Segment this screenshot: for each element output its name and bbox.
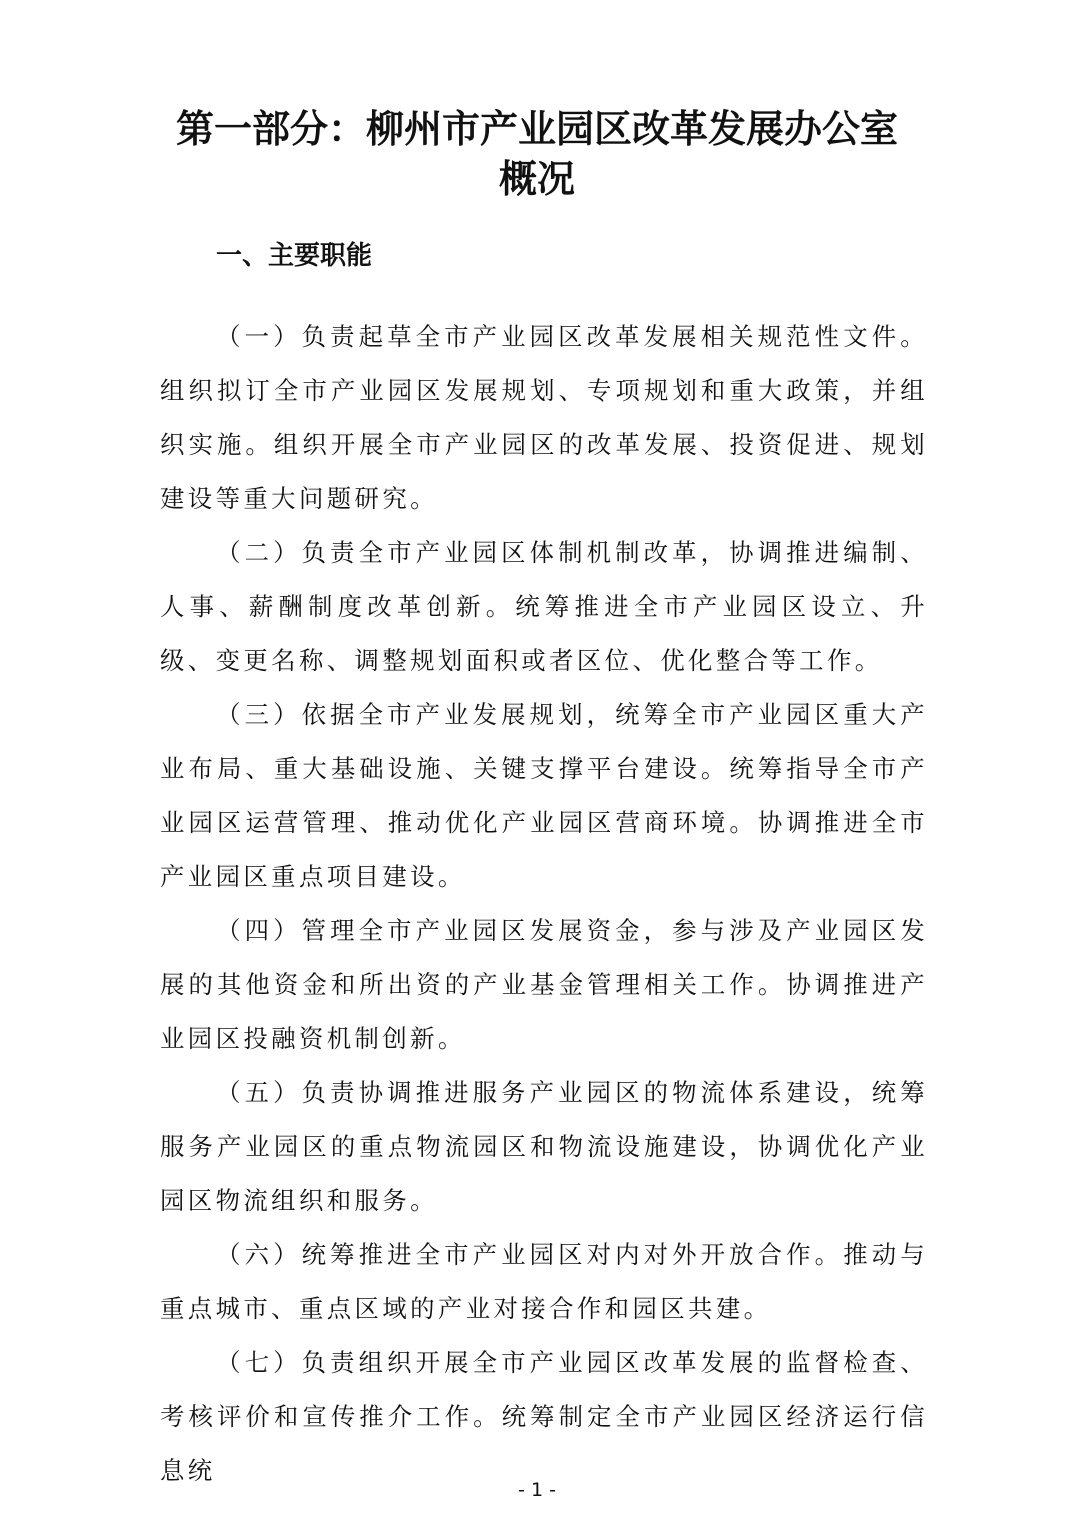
paragraph: （七）负责组织开展全市产业园区改革发展的监督检查、考核评价和宣传推介工作。统筹制定全市产业园区经济运行信息统 [160, 1348, 928, 1485]
section-heading: 一、主要职能 [216, 241, 373, 271]
paragraph: （三）依据全市产业发展规划，统筹全市产业园区重大产业布局、重大基础设施、关键支撑平台建设。统筹指导全市产业园区运营管理、推动优化产业园区营商环境。协调推进全市产业园区重点项目建设。 [160, 700, 928, 891]
title-line-1: 第一部分：柳州市产业园区改革发展办公室 [175, 107, 898, 151]
page-number: - 1 - [518, 1479, 556, 1501]
paragraph: （二）负责全市产业园区体制机制改革，协调推进编制、人事、薪酬制度改革创新。统筹推进全市产业园区设立、升级、变更名称、调整规划面积或者区位、优化整合等工作。 [160, 538, 928, 675]
paragraph: （五）负责协调推进服务产业园区的物流体系建设，统筹服务产业园区的重点物流园区和物流设施建设，协调优化产业园区物流组织和服务。 [160, 1078, 928, 1215]
paragraph: （四）管理全市产业园区发展资金，参与涉及产业园区发展的其他资金和所出资的产业基金管理相关工作。协调推进产业园区投融资机制创新。 [160, 916, 928, 1053]
title-line-2: 概况 [498, 157, 575, 201]
page-title [120, 104, 954, 204]
body-text [160, 310, 928, 1498]
paragraph: （一）负责起草全市产业园区改革发展相关规范性文件。组织拟订全市产业园区发展规划、专项规划和重大政策，并组织实施。组织开展全市产业园区的改革发展、投资促进、规划建设等重大问题研究。 [160, 322, 928, 513]
paragraph: （六）统筹推进全市产业园区对内对外开放合作。推动与重点城市、重点区域的产业对接合作和园区共建。 [160, 1240, 928, 1323]
